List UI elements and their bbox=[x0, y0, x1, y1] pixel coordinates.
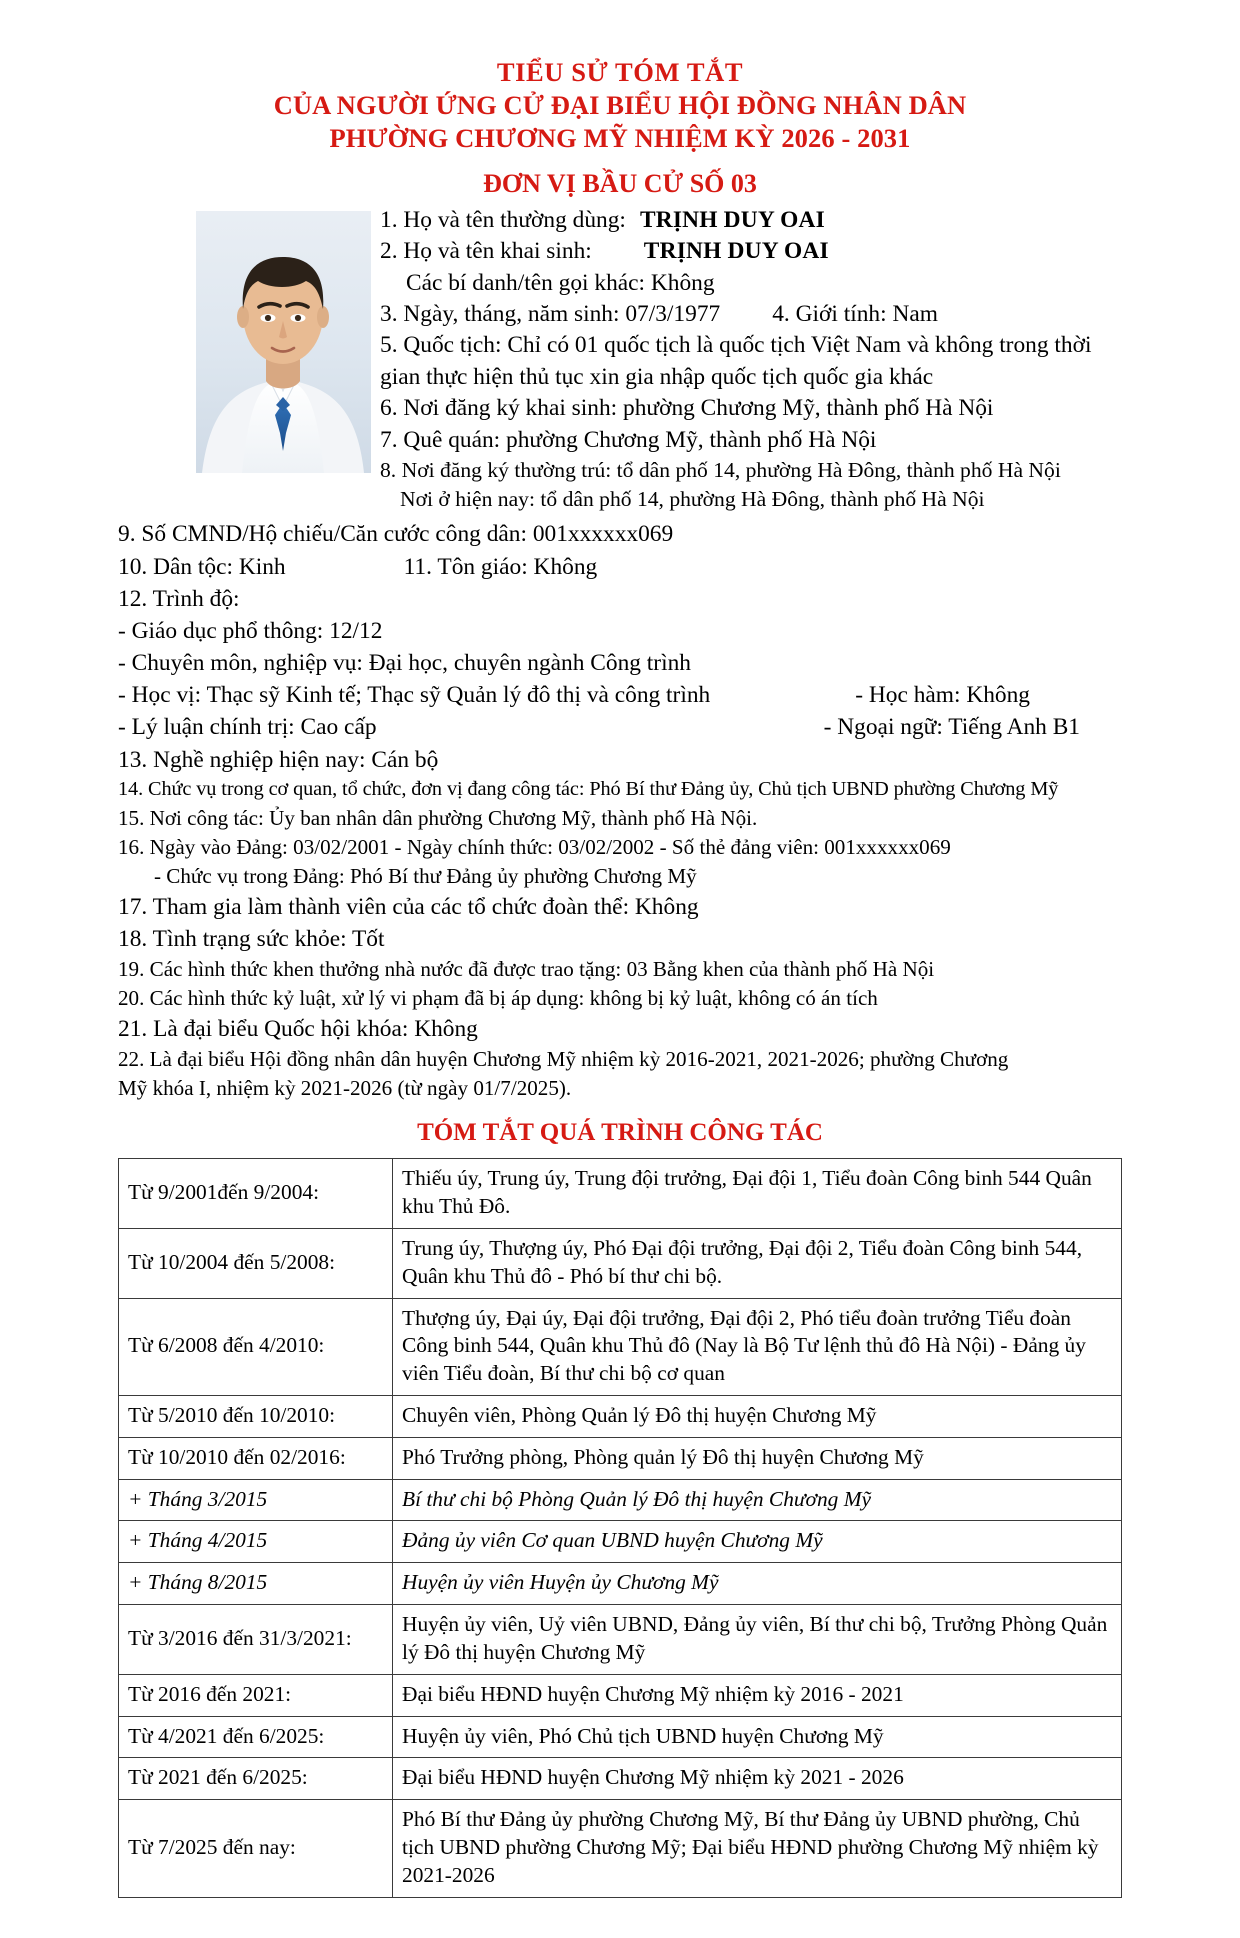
field-degree-row bbox=[118, 679, 1122, 711]
field-birth-name bbox=[380, 236, 1122, 267]
work-history-table bbox=[118, 1158, 1122, 1898]
field-common-name-value: TRỊNH DUY OAI bbox=[639, 206, 825, 233]
work-history-detail: Phó Bí thư Đảng ủy phường Chương Mỹ, Bí thư Đảng ủy UBND phường, Chủ tịch UBND phường Chương Mỹ; Đại biểu HĐND phường Chương Mỹ nhiệm kỳ 2021-2026 bbox=[393, 1800, 1122, 1897]
work-history-row bbox=[119, 1758, 1122, 1800]
field-health-status: 18. Tình trạng sức khỏe: Tốt bbox=[118, 925, 385, 952]
field-current-residence: Nơi ở hiện nay: tổ dân phố 14, phường Hà Đông, thành phố Hà Nội bbox=[400, 487, 985, 512]
work-history-detail: Huyện ủy viên, Phó Chủ tịch UBND huyện Chương Mỹ bbox=[393, 1716, 1122, 1758]
header-line-1: TIỂU SỬ TÓM TẮT bbox=[496, 57, 744, 87]
work-history-detail: Chuyên viên, Phòng Quản lý Đô thị huyện Chương Mỹ bbox=[393, 1395, 1122, 1437]
work-history-detail: Thượng úy, Đại úy, Đại đội trưởng, Đại đội 2, Phó tiểu đoàn trưởng Tiểu đoàn Công binh 544, Quân khu Thủ đô (Nay là Bộ Tư lệnh thủ đô Hà Nội) - Đảng ủy viên Tiểu đoàn, Bí thư chi bộ cơ quan bbox=[393, 1298, 1122, 1395]
work-history-detail: Bí thư chi bộ Phòng Quản lý Đô thị huyện Chương Mỹ bbox=[393, 1479, 1122, 1521]
biography-items bbox=[118, 518, 1122, 1103]
work-history-title: TÓM TẮT QUÁ TRÌNH CÔNG TÁC bbox=[417, 1119, 823, 1147]
work-history-period: Từ 9/2001đến 9/2004: bbox=[119, 1159, 393, 1229]
field-awards: 19. Các hình thức khen thưởng nhà nước đã được trao tặng: 03 Bằng khen của thành phố Hà Nội bbox=[118, 957, 935, 982]
work-history-row bbox=[119, 1298, 1122, 1395]
field-current-position: 14. Chức vụ trong cơ quan, tổ chức, đơn vị đang công tác: Phó Bí thư Đảng ủy, Chủ tịch UBND phường Chương Mỹ bbox=[118, 777, 1059, 800]
election-unit-line: ĐƠN VỊ BẦU CỬ SỐ 03 bbox=[483, 168, 757, 198]
work-history-period: Từ 10/2010 đến 02/2016: bbox=[119, 1437, 393, 1479]
candidate-photo bbox=[196, 211, 371, 473]
work-history-detail: Đại biểu HĐND huyện Chương Mỹ nhiệm kỳ 2021 - 2026 bbox=[393, 1758, 1122, 1800]
work-history-period: + Tháng 4/2015 bbox=[119, 1521, 393, 1563]
work-history-row bbox=[119, 1521, 1122, 1563]
field-party-dates: 16. Ngày vào Đảng: 03/02/2001 - Ngày chính thức: 03/02/2002 - Số thẻ đảng viên: 001xxxxxx069 bbox=[118, 834, 951, 859]
work-history-period: Từ 4/2021 đến 6/2025: bbox=[119, 1716, 393, 1758]
field-birth-name-label: 2. Họ và tên khai sinh: bbox=[380, 238, 592, 265]
work-history-detail: Thiếu úy, Trung úy, Trung đội trưởng, Đại đội 1, Tiểu đoàn Công binh 544 Quân khu Thủ Đô. bbox=[393, 1159, 1122, 1229]
field-nationality-line1: 5. Quốc tịch: Chỉ có 01 quốc tịch là quốc tịch Việt Nam và không trong thời bbox=[380, 332, 1092, 359]
work-history-period: Từ 2021 đến 6/2025: bbox=[119, 1758, 393, 1800]
field-council-deputy-line2: Mỹ khóa I, nhiệm kỳ 2021-2026 (từ ngày 01/7/2025). bbox=[118, 1076, 572, 1101]
field-dob: 3. Ngày, tháng, năm sinh: 07/3/1977 bbox=[380, 300, 721, 327]
field-organizations: 17. Tham gia làm thành viên của các tổ chức đoàn thể: Không bbox=[118, 893, 699, 920]
work-history-period: Từ 10/2004 đến 5/2008: bbox=[119, 1228, 393, 1298]
work-history-row bbox=[119, 1716, 1122, 1758]
identity-info-column bbox=[380, 205, 1122, 515]
work-history-period: Từ 5/2010 đến 10/2010: bbox=[119, 1395, 393, 1437]
field-birth-name-value: TRỊNH DUY OAI bbox=[643, 238, 829, 265]
work-history-row bbox=[119, 1159, 1122, 1229]
header-line-3: PHƯỜNG CHƯƠNG MỸ NHIỆM KỲ 2026 - 2031 bbox=[329, 122, 911, 153]
work-history-detail: Trung úy, Thượng úy, Phó Đại đội trưởng, Đại đội 2, Tiểu đoàn Công binh 544, Quân khu Thủ đô - Phó bí thư chi bộ. bbox=[393, 1228, 1122, 1298]
field-general-education: - Giáo dục phổ thông: 12/12 bbox=[118, 617, 383, 644]
work-history-row bbox=[119, 1674, 1122, 1716]
identity-block bbox=[118, 205, 1122, 515]
field-workplace: 15. Nơi công tác: Ủy ban nhân dân phường Chương Mỹ, thành phố Hà Nội. bbox=[118, 805, 758, 830]
field-common-name bbox=[380, 205, 1122, 236]
field-academic-title: - Học hàm: Không bbox=[855, 682, 1030, 709]
work-history-body bbox=[119, 1159, 1122, 1898]
work-history-period: Từ 2016 đến 2021: bbox=[119, 1674, 393, 1716]
work-history-detail: Huyện ủy viên, Uỷ viên UBND, Đảng ủy viên, Bí thư chi bộ, Trưởng Phòng Quản lý Đô thị huyện Chương Mỹ bbox=[393, 1605, 1122, 1675]
work-history-period: Từ 6/2008 đến 4/2010: bbox=[119, 1298, 393, 1395]
header-line-2: CỦA NGƯỜI ỨNG CỬ ĐẠI BIỂU HỘI ĐỒNG NHÂN DÂN bbox=[273, 89, 967, 120]
work-history-period: + Tháng 8/2015 bbox=[119, 1563, 393, 1605]
field-education-heading: 12. Trình độ: bbox=[118, 585, 240, 612]
field-current-occupation: 13. Nghề nghiệp hiện nay: Cán bộ bbox=[118, 746, 439, 773]
field-academic-degree: - Học vị: Thạc sỹ Kinh tế; Thạc sỹ Quản lý đô thị và công trình bbox=[118, 682, 711, 709]
work-history-detail: Huyện ủy viên Huyện ủy Chương Mỹ bbox=[393, 1563, 1122, 1605]
work-history-row bbox=[119, 1800, 1122, 1897]
field-ethnicity-religion bbox=[118, 551, 1122, 583]
field-gender: 4. Giới tính: Nam bbox=[772, 300, 938, 327]
field-id-number: 9. Số CMND/Hộ chiếu/Căn cước công dân: 001xxxxxx069 bbox=[118, 521, 674, 548]
field-dob-gender bbox=[380, 299, 1122, 330]
field-common-name-label: 1. Họ và tên thường dùng: bbox=[380, 206, 626, 233]
field-religion: 11. Tôn giáo: Không bbox=[403, 553, 598, 580]
field-permanent-residence: 8. Nơi đăng ký thường trú: tổ dân phố 14, phường Hà Đông, thành phố Hà Nội bbox=[380, 458, 1061, 483]
work-history-period: Từ 3/2016 đến 31/3/2021: bbox=[119, 1605, 393, 1675]
work-history-detail: Phó Trưởng phòng, Phòng quản lý Đô thị huyện Chương Mỹ bbox=[393, 1437, 1122, 1479]
portrait-image bbox=[196, 211, 371, 473]
work-history-detail: Đảng ủy viên Cơ quan UBND huyện Chương Mỹ bbox=[393, 1521, 1122, 1563]
field-nationality-line2: gian thực hiện thủ tục xin gia nhập quốc tịch quốc gia khác bbox=[380, 363, 934, 390]
field-professional-education: - Chuyên môn, nghiệp vụ: Đại học, chuyên ngành Công trình bbox=[118, 650, 691, 677]
field-national-assembly: 21. Là đại biểu Quốc hội khóa: Không bbox=[118, 1016, 478, 1043]
work-history-row bbox=[119, 1479, 1122, 1521]
field-aliases: Các bí danh/tên gọi khác: Không bbox=[406, 269, 715, 296]
field-foreign-language: - Ngoại ngữ: Tiếng Anh B1 bbox=[823, 714, 1080, 741]
field-political-theory: - Lý luận chính trị: Cao cấp bbox=[118, 714, 377, 741]
work-history-row bbox=[119, 1395, 1122, 1437]
work-history-row bbox=[119, 1228, 1122, 1298]
field-party-position: - Chức vụ trong Đảng: Phó Bí thư Đảng ủy phường Chương Mỹ bbox=[154, 863, 697, 888]
field-hometown: 7. Quê quán: phường Chương Mỹ, thành phố Hà Nội bbox=[380, 426, 877, 453]
document-header bbox=[118, 56, 1122, 155]
field-birth-registration: 6. Nơi đăng ký khai sinh: phường Chương Mỹ, thành phố Hà Nội bbox=[380, 395, 994, 422]
work-history-row bbox=[119, 1437, 1122, 1479]
work-history-period: Từ 7/2025 đến nay: bbox=[119, 1800, 393, 1897]
work-history-period: + Tháng 3/2015 bbox=[119, 1479, 393, 1521]
work-history-detail: Đại biểu HĐND huyện Chương Mỹ nhiệm kỳ 2016 - 2021 bbox=[393, 1674, 1122, 1716]
work-history-row bbox=[119, 1605, 1122, 1675]
field-council-deputy-line1: 22. Là đại biểu Hội đồng nhân dân huyện Chương Mỹ nhiệm kỳ 2016-2021, 2021-2026; phường Chương bbox=[118, 1047, 1009, 1072]
field-politics-row bbox=[118, 711, 1122, 743]
field-ethnicity: 10. Dân tộc: Kinh bbox=[118, 553, 286, 580]
work-history-row bbox=[119, 1563, 1122, 1605]
field-disciplinary: 20. Các hình thức kỷ luật, xử lý vi phạm đã bị áp dụng: không bị kỷ luật, không có án tích bbox=[118, 986, 878, 1011]
